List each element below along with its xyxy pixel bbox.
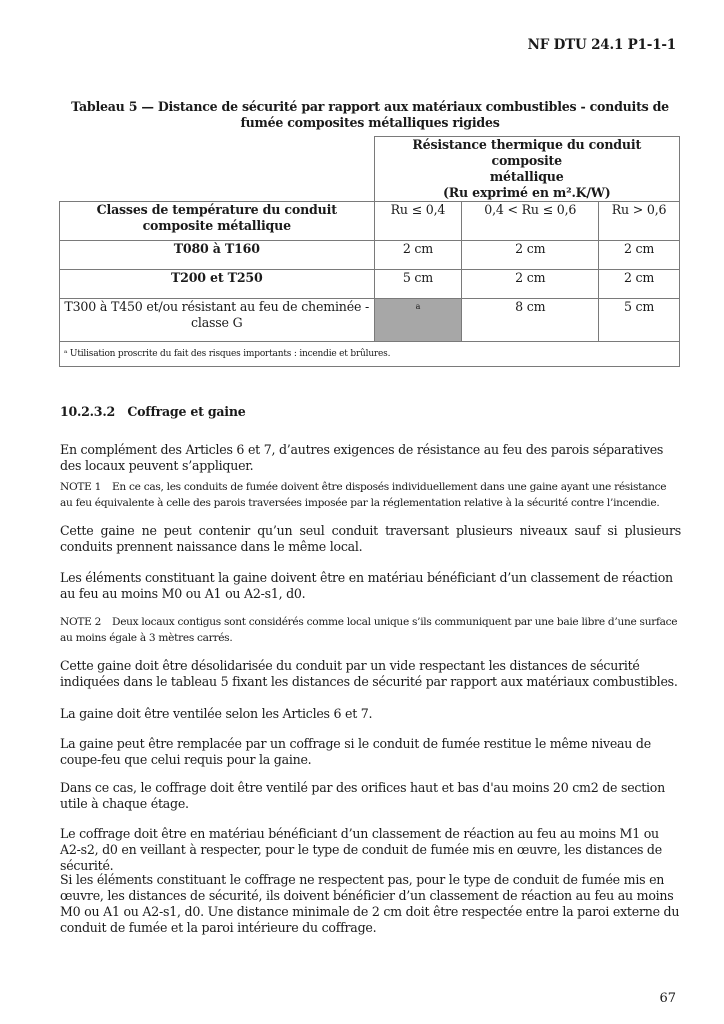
table-title: Tableau 5 — Distance de sécurité par rapport aux matériaux combustibles - conduits de fumée composites métalliques rigides xyxy=(71,99,669,130)
table-row xyxy=(60,299,680,342)
distance-cell: 2 cm xyxy=(374,241,462,270)
paragraph: La gaine peut être remplacée par un coffrage si le conduit de fumée restitue le même niveau de coupe-feu que celui requis pour la gaine. xyxy=(60,736,651,767)
group-header-line: Résistance thermique du conduit composite xyxy=(412,137,642,168)
distance-cell: 8 cm xyxy=(462,299,599,342)
paragraph: Si les éléments constituant le coffrage ne respectent pas, pour le type de conduit de fumée mis en œuvre, les distances de sécurité, ils doivent bénéficier d’un classement de réaction au feu au moins M0 ou A1 ou A2-s1, d0. Une distance minimale de 2 cm doit être respectée entre la paroi externe du conduit de fumée et la paroi intérieure du coffrage. xyxy=(60,872,680,935)
table-corner-cell xyxy=(60,137,375,202)
column-header: Ru > 0,6 xyxy=(599,202,680,241)
table-footnote-row xyxy=(60,342,680,367)
section-title: Coffrage et gaine xyxy=(127,404,246,419)
section-heading xyxy=(60,404,681,420)
group-header-line: métallique xyxy=(489,169,564,184)
column-header: 0,4 < Ru ≤ 0,6 xyxy=(462,202,599,241)
temperature-class: T080 à T160 xyxy=(60,241,375,270)
distance-cell: 2 cm xyxy=(599,241,680,270)
paragraph: Les éléments constituant la gaine doivent être en matériau bénéficiant d’un classement de réaction au feu au moins M0 ou A1 ou A2-s1, d0. xyxy=(60,570,673,601)
page-number: 67 xyxy=(659,991,676,1006)
distance-cell: 2 cm xyxy=(599,270,680,299)
note xyxy=(60,479,681,511)
thermal-resistance-header xyxy=(374,137,680,202)
distance-cell: 2 cm xyxy=(462,270,599,299)
safety-distance-table xyxy=(59,136,680,367)
note-text: En ce cas, les conduits de fumée doivent être disposés individuellement dans une gaine ayant une résistance au feu équivalente à celle des parois traversées imposée par la réglementation relative à la sécurité contre l’incendie. xyxy=(60,481,667,509)
column-header: Ru ≤ 0,4 xyxy=(374,202,462,241)
note xyxy=(60,614,681,646)
paragraph: Cette gaine doit être désolidarisée du conduit par un vide respectant les distances de sécurité indiquées dans le tableau 5 fixant les distances de sécurité par rapport aux matériaux combustibles. xyxy=(60,658,678,689)
note-text: Deux locaux contigus sont considérés comme local unique s’ils communiquent par une baie libre d’une surface au moins égale à 3 mètres carrés. xyxy=(60,616,678,644)
paragraph: Dans ce cas, le coffrage doit être ventilé par des orifices haut et bas d'au moins 20 cm2 de section utile à chaque étage. xyxy=(60,780,665,811)
table-footnote: ᵃ Utilisation proscrite du fait des risques importants : incendie et brûlures. xyxy=(60,342,680,367)
paragraph: Cette gaine ne peut contenir qu’un seul conduit traversant plusieurs niveaux sauf si plusieurs conduits prennent naissance dans le même local. xyxy=(60,523,681,554)
distance-cell: 5 cm xyxy=(374,270,462,299)
paragraph: Le coffrage doit être en matériau bénéficiant d’un classement de réaction au feu au moins M1 ou A2-s2, d0 en veillant à respecter, pour le type de conduit de fumée mis en œuvre, les distances de sécurité. xyxy=(60,826,662,873)
temperature-class: T200 et T250 xyxy=(60,270,375,299)
table-row xyxy=(60,241,680,270)
group-header-line: (Ru exprimé en m².K/W) xyxy=(443,185,611,200)
forbidden-cell: a xyxy=(374,299,462,342)
document-reference: NF DTU 24.1 P1-1-1 xyxy=(527,37,676,53)
temperature-class: T300 à T450 et/ou résistant au feu de cheminée - classe G xyxy=(60,299,375,342)
row-header-label: Classes de température du conduit composite métallique xyxy=(60,202,375,241)
note-label: NOTE 1 xyxy=(60,481,102,493)
table-row xyxy=(60,270,680,299)
paragraph: La gaine doit être ventilée selon les Articles 6 et 7. xyxy=(60,706,373,721)
paragraph: En complément des Articles 6 et 7, d’autres exigences de résistance au feu des parois séparatives des locaux peuvent s’appliquer. xyxy=(60,442,664,473)
note-label: NOTE 2 xyxy=(60,616,102,628)
distance-cell: 5 cm xyxy=(599,299,680,342)
table-column-header-row xyxy=(60,202,680,241)
section-number: 10.2.3.2 xyxy=(60,404,115,419)
table-group-header-row xyxy=(60,137,680,202)
distance-cell: 2 cm xyxy=(462,241,599,270)
